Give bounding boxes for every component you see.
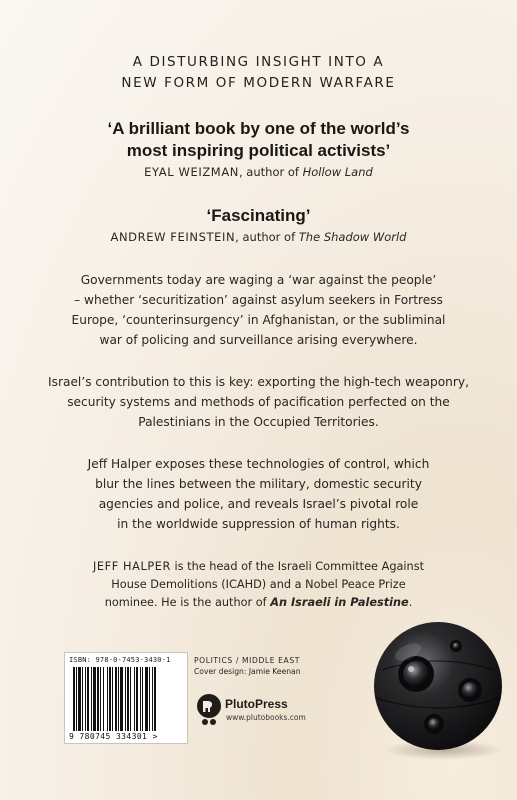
- quote-2-attribution: [0, 229, 517, 245]
- barcode-bar: [85, 667, 86, 731]
- barcode-bar: [152, 667, 153, 731]
- barcode-bar: [145, 667, 148, 731]
- blurb-line: war of policing and surveillance arising everywhere.: [99, 333, 418, 347]
- surveillance-sphere-icon: [364, 612, 514, 762]
- blurb-line: – whether ‘securitization’ against asylum seekers in Fortress: [74, 293, 443, 307]
- bio-line-3-end: .: [408, 596, 413, 609]
- barcode-bar: [93, 667, 96, 731]
- subject-category: POLITICS / MIDDLE EAST: [194, 656, 300, 665]
- blurb-line: Europe, ‘counterinsurgency’ in Afghanistan, or the subliminal: [71, 313, 446, 327]
- blurb-paragraph-1: [30, 270, 487, 350]
- quote-1-role: , author of: [239, 165, 303, 179]
- bio-line-1-text: is the head of the Israeli Committee Against: [170, 560, 425, 573]
- barcode-bar: [130, 667, 131, 731]
- publisher-website: www.plutobooks.com: [226, 713, 306, 722]
- tagline-line-2: NEW FORM OF MODERN WARFARE: [121, 75, 396, 91]
- blurb-line: security systems and methods of pacification perfected on the: [67, 395, 450, 409]
- barcode: [64, 652, 188, 744]
- barcode-bar: [78, 667, 81, 731]
- author-bio: [30, 558, 487, 612]
- quote-2-line-1: ‘Fascinating’: [206, 206, 311, 225]
- cover-credits: [194, 655, 301, 677]
- quote-1-line-1: ‘A brilliant book by one of the world’s: [107, 119, 410, 138]
- barcode-bar: [103, 667, 104, 731]
- barcode-bar: [154, 667, 156, 731]
- bio-line-2: House Demolitions (ICAHD) and a Nobel Peace Prize: [111, 578, 406, 591]
- barcode-bar: [76, 667, 77, 731]
- blurb-paragraph-3: [30, 454, 487, 534]
- quote-2-book: The Shadow World: [298, 230, 407, 244]
- barcode-bar: [91, 667, 92, 731]
- bio-line-3-text: nominee. He is the author of: [104, 596, 271, 609]
- blurb-line: agencies and police, and reveals Israel’s pivotal role: [98, 497, 419, 511]
- barcode-bar: [142, 667, 143, 731]
- barcode-number: 9 780745 334301 >: [69, 732, 158, 741]
- barcode-bar: [100, 667, 101, 731]
- barcode-bar: [82, 667, 83, 731]
- quote-1-book: Hollow Land: [302, 165, 373, 179]
- barcode-bar: [149, 667, 150, 731]
- barcode-bar: [87, 667, 89, 731]
- isbn-label: ISBN: 978-0-7453-3430-1: [69, 656, 171, 664]
- pluto-logo-icon: [196, 693, 222, 727]
- blurb-line: blur the lines between the military, domestic security: [95, 477, 422, 491]
- barcode-bar: [125, 667, 126, 731]
- blurb-paragraph-2: [30, 372, 487, 432]
- quote-2-role: , author of: [235, 230, 299, 244]
- quote-1-attribution: [0, 164, 517, 180]
- bio-author-name: JEFF HALPER: [92, 560, 171, 573]
- blurb-line: Jeff Halper exposes these technologies of control, which: [87, 457, 430, 471]
- barcode-bar: [112, 667, 113, 731]
- blurb-line: Israel’s contribution to this is key: exporting the high-tech weaponry,: [48, 375, 469, 389]
- tagline: [0, 52, 517, 94]
- blurb-line: in the worldwide suppression of human rights.: [117, 517, 400, 531]
- barcode-bar: [118, 667, 119, 731]
- endorsement-quote-2: [0, 205, 517, 245]
- barcode-bar: [107, 667, 108, 731]
- blurb-line: Palestinians in the Occupied Territories.: [138, 415, 379, 429]
- barcode-bars: [73, 667, 179, 731]
- barcode-bar: [109, 667, 111, 731]
- barcode-bar: [140, 667, 141, 731]
- blurb-line: Governments today are waging a ‘war against the people’: [80, 273, 437, 287]
- barcode-bar: [134, 667, 135, 731]
- cover-designer: Cover design: Jamie Keenan: [194, 667, 301, 676]
- tagline-line-1: A DISTURBING INSIGHT INTO A: [132, 54, 385, 70]
- barcode-bar: [127, 667, 129, 731]
- quote-2-author: ANDREW FEINSTEIN: [110, 230, 236, 244]
- quote-1-line-2: most inspiring political activists’: [126, 141, 391, 160]
- publisher-name: PlutoPress: [225, 697, 288, 711]
- bio-line-3: [30, 594, 487, 612]
- barcode-bar: [73, 667, 75, 731]
- barcode-bar: [97, 667, 99, 731]
- bio-line-1: [30, 558, 487, 576]
- barcode-bar: [136, 667, 138, 731]
- barcode-bar: [115, 667, 117, 731]
- barcode-bar: [120, 667, 123, 731]
- endorsement-quote-1: [0, 118, 517, 180]
- bio-book-title: An Israeli in Palestine: [270, 596, 409, 609]
- quote-1-author: EYAL WEIZMAN: [144, 165, 239, 179]
